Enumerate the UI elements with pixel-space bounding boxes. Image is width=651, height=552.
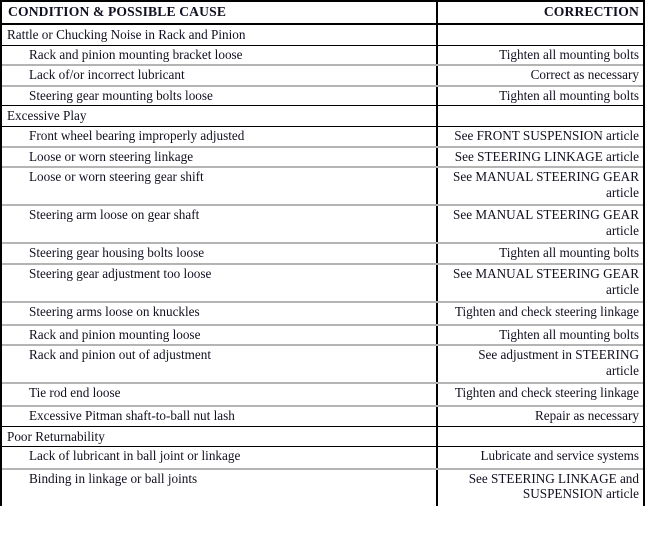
table-row xyxy=(2,383,643,406)
section-title: Poor Returnability xyxy=(2,426,437,447)
cell-condition: Loose or worn steering linkage xyxy=(2,147,437,168)
cell-correction: Tighten all mounting bolts xyxy=(437,243,643,264)
cell-condition: Rack and pinion mounting bracket loose xyxy=(2,45,437,65)
cell-correction: See MANUAL STEERING GEAR article xyxy=(437,167,643,205)
cell-correction: See STEERING LINKAGE and SUSPENSION article xyxy=(437,469,643,506)
cell-correction: See MANUAL STEERING GEAR article xyxy=(437,205,643,243)
table-row xyxy=(2,65,643,86)
table-row xyxy=(2,302,643,325)
cell-correction: See MANUAL STEERING GEAR article xyxy=(437,264,643,302)
table-header xyxy=(2,2,643,24)
cell-condition: Front wheel bearing improperly adjusted xyxy=(2,126,437,146)
section-correction-empty xyxy=(437,24,643,45)
table-body xyxy=(2,24,643,506)
cell-condition: Lack of/or incorrect lubricant xyxy=(2,65,437,86)
cell-correction: Tighten and check steering linkage xyxy=(437,302,643,325)
cell-correction: Lubricate and service systems xyxy=(437,447,643,469)
section-correction-empty xyxy=(437,426,643,447)
table-row xyxy=(2,243,643,264)
cell-condition: Binding in linkage or ball joints xyxy=(2,469,437,506)
cell-condition: Tie rod end loose xyxy=(2,383,437,406)
cell-condition: Lack of lubricant in ball joint or linkage xyxy=(2,447,437,469)
table-row xyxy=(2,86,643,106)
cell-condition: Rack and pinion mounting loose xyxy=(2,325,437,346)
table-row xyxy=(2,406,643,426)
cell-correction: See STEERING LINKAGE article xyxy=(437,147,643,168)
table-section-row xyxy=(2,24,643,45)
troubleshooting-table xyxy=(2,2,643,506)
cell-condition: Excessive Pitman shaft-to-ball nut lash xyxy=(2,406,437,426)
table-row xyxy=(2,205,643,243)
table-row xyxy=(2,45,643,65)
cell-condition: Steering gear housing bolts loose xyxy=(2,243,437,264)
table-row xyxy=(2,469,643,506)
cell-condition: Steering gear adjustment too loose xyxy=(2,264,437,302)
section-correction-empty xyxy=(437,106,643,127)
cell-condition: Loose or worn steering gear shift xyxy=(2,167,437,205)
table-row xyxy=(2,126,643,146)
cell-correction: See FRONT SUSPENSION article xyxy=(437,126,643,146)
cell-correction: See adjustment in STEERING article xyxy=(437,345,643,383)
cell-correction: Correct as necessary xyxy=(437,65,643,86)
section-title: Rattle or Chucking Noise in Rack and Pinion xyxy=(2,24,437,45)
table-row xyxy=(2,325,643,346)
table-header-row xyxy=(2,2,643,24)
table-section-row xyxy=(2,426,643,447)
cell-correction: Tighten and check steering linkage xyxy=(437,383,643,406)
table-section-row xyxy=(2,106,643,127)
cell-condition: Steering arms loose on knuckles xyxy=(2,302,437,325)
column-header-correction: CORRECTION xyxy=(437,2,643,24)
table-row xyxy=(2,264,643,302)
table-row xyxy=(2,447,643,469)
table-row xyxy=(2,167,643,205)
cell-correction: Tighten all mounting bolts xyxy=(437,45,643,65)
section-title: Excessive Play xyxy=(2,106,437,127)
column-header-condition: CONDITION & POSSIBLE CAUSE xyxy=(2,2,437,24)
cell-condition: Steering arm loose on gear shaft xyxy=(2,205,437,243)
cell-correction: Tighten all mounting bolts xyxy=(437,325,643,346)
table-row xyxy=(2,345,643,383)
cell-correction: Tighten all mounting bolts xyxy=(437,86,643,106)
cell-condition: Steering gear mounting bolts loose xyxy=(2,86,437,106)
cell-correction: Repair as necessary xyxy=(437,406,643,426)
table-row xyxy=(2,147,643,168)
cell-condition: Rack and pinion out of adjustment xyxy=(2,345,437,383)
